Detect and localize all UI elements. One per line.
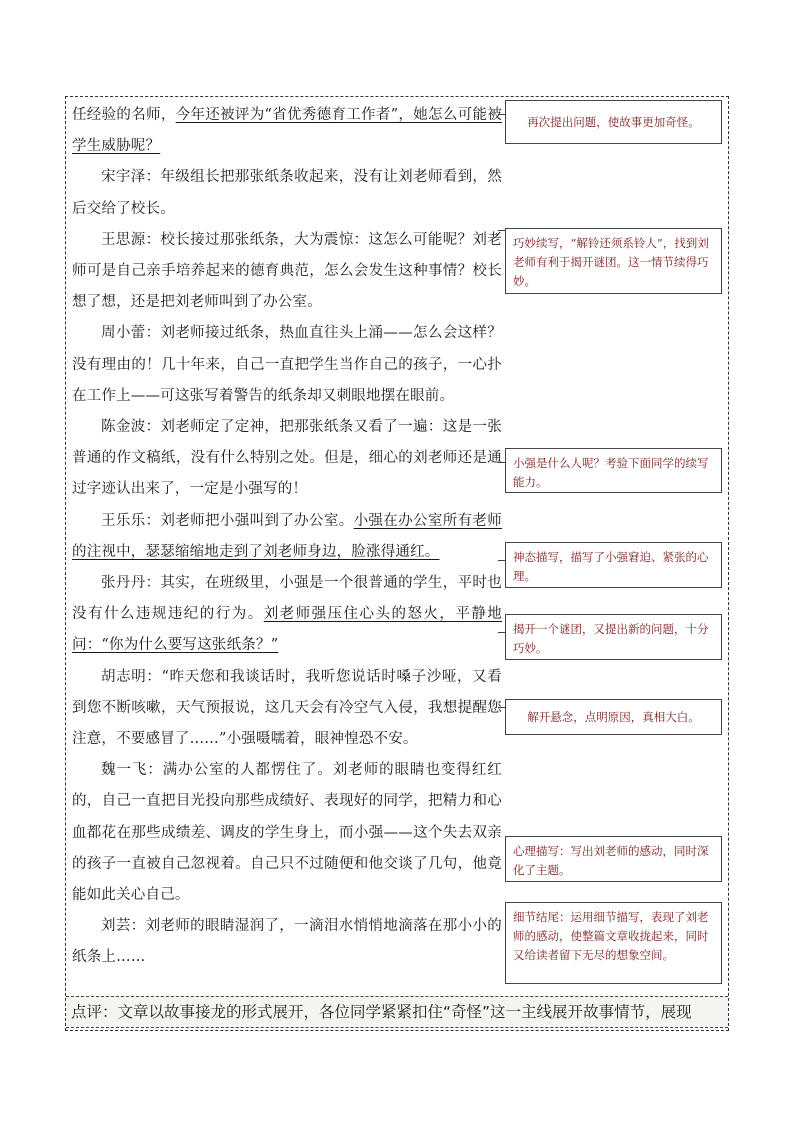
paragraph-0-underlined: 今年还被评为“省优秀德育工作者”，她怎么可能被学生威胁呢？ [72,107,502,155]
paragraph-6-text: 张丹丹：其实，在班级里，小强是一个很普通的学生，平时也没有什么违规违纪的行为。 [72,575,502,623]
paragraph-5 [72,506,502,568]
comment-box: 巧妙续写，“解铃还须系铃人”，找到刘老师有利于揭开谜团。这一情节续得巧妙。 [505,228,722,294]
comment-box: 解开悬念，点明原因，真相大白。 [505,699,722,735]
comment-box: 再次提出问题，使故事更加奇怪。 [505,100,722,144]
essay-body [72,100,502,974]
paragraph-6-underlined: 刘老师强压住心头的怒火，平静地问：“你为什么要写这张纸条？” [72,606,503,654]
comment-box: 小强是什么人呢？考验下面同学的续写能力。 [505,448,722,493]
comment-box: 揭开一个谜团，又提出新的问题，十分巧妙。 [505,614,722,660]
paragraph-8: 魏一飞：满办公室的人都愣住了。刘老师的眼睛也变得红红的，自己一直把目光投向那些成绩好、表现好的同学，把精力和心血都花在那些成绩差、调皮的学生身上，而小强——这个失去双亲的孩子一直被自己忽视着。自己只不过随便和他交谈了几句，他竟能如此关心自己。 [72,762,502,904]
paragraph-6 [72,568,502,662]
comment-box: 神态描写，描写了小强窘迫、紧张的心理。 [505,542,722,588]
paragraph-2: 王思源：校长接过那张纸条，大为震惊：这怎么可能呢？刘老师可是自己亲手培养起来的德育典范，怎么会发生这种事情？校长想了想，还是把刘老师叫到了办公室。 [72,231,502,311]
summary-comment: 点评：文章以故事接龙的形式展开，各位同学紧紧扣住“奇怪”这一主线展开故事情节，展现 [66,996,728,1028]
comment-box: 细节结尾：运用细节描写，表现了刘老师的感动，使整篇文章收拢起来，同时又给读者留下无尽的想象空间。 [505,902,722,984]
paragraph-4: 陈金波：刘老师定了定神，把那张纸条又看了一遍：这是一张普通的作文稿纸，没有什么特别之处。但是，细心的刘老师还是通过字迹认出来了，一定是小强写的！ [72,419,502,498]
paragraph-5-text: 王乐乐：刘老师把小强叫到了办公室。 [101,512,354,529]
paragraph-0 [72,100,502,162]
paragraph-9: 刘芸：刘老师的眼睛湿润了，一滴泪水悄悄地滴落在那小小的纸条上…… [72,918,502,966]
paragraph-5-underlined: 小强在办公室所有老师的注视中，瑟瑟缩缩地走到了刘老师身边，脸涨得通红。 [72,512,502,560]
paragraph-3: 周小蕾：刘老师接过纸条，热血直往头上涌——怎么会这样？没有理由的！几十年来，自己一直把学生当作自己的孩子，一心扑在工作上——可这张写着警告的纸条却又刺眼地摆在眼前。 [72,325,502,404]
paragraph-7: 胡志明：“昨天您和我谈话时，我听您说话时嗓子沙哑，又看到您不断咳嗽，天气预报说，这几天会有冷空气入侵，我想提醒您注意，不要感冒了……”小强嗫嚅着，眼神惶恐不安。 [72,668,502,748]
comment-box: 心理描写：写出刘老师的感动，同时深化了主题。 [505,836,722,882]
paragraph-1: 宋宇泽：年级组长把那张纸条收起来，没有让刘老师看到，然后交给了校长。 [72,169,502,217]
paragraph-0-text: 任经验的名师， [72,107,176,123]
